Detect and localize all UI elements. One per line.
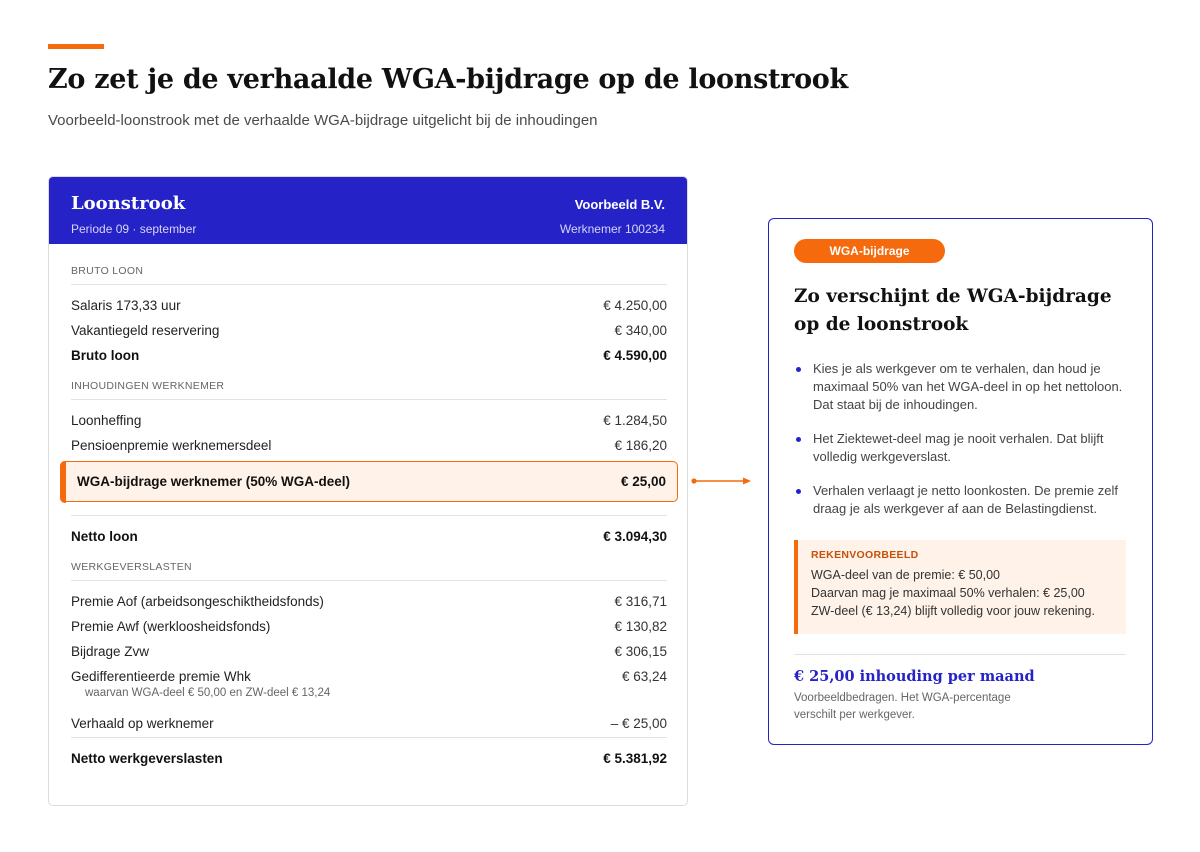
example-label: REKENVOORBEELD <box>811 549 919 561</box>
wga-row-label: WGA-bijdrage werknemer (50% WGA-deel) <box>77 474 351 489</box>
section-label-employer: WERKGEVERSLASTEN <box>71 561 667 581</box>
connector-arrow-icon <box>690 474 752 488</box>
row-label: Bruto loon <box>71 348 140 363</box>
row-amount: € 3.094,30 <box>603 529 667 544</box>
payslip-title: Loonstrook <box>71 193 186 214</box>
title-accent-bar <box>48 44 104 49</box>
divider <box>71 515 667 516</box>
example-line: Daarvan mag je maximaal 50% verhalen: € 25,00 <box>811 586 1085 600</box>
section-label-deductions: INHOUDINGEN WERKNEMER <box>71 380 667 400</box>
monthly-deduction-highlight: € 25,00 inhouding per maand <box>794 668 1035 685</box>
footnote: Voorbeeldbedragen. Het WGA-percentage verschilt per werkgever. <box>794 692 1011 721</box>
divider <box>794 654 1126 655</box>
bullet-dot-icon <box>796 437 801 442</box>
payslip-period: Periode 09 · september <box>71 222 197 236</box>
row-sublabel: waarvan WGA-deel € 50,00 en ZW-deel € 13,24 <box>85 687 331 699</box>
row-label: Premie Awf (werkloosheidsfonds) <box>71 619 271 634</box>
bullet-text: Verhalen verlaagt je netto loonkosten. De premie zelf draag je als werkgever af aan de Belastingdienst. <box>813 483 1118 516</box>
row-label: Pensioenpremie werknemersdeel <box>71 438 272 453</box>
row-label: Loonheffing <box>71 413 142 428</box>
wga-badge: WGA-bijdrage <box>794 239 945 263</box>
divider <box>71 737 667 738</box>
page-subtitle: Voorbeeld-loonstrook met de verhaalde WGA-bijdrage uitgelicht bij de inhoudingen <box>48 112 598 129</box>
row-label: Vakantiegeld reservering <box>71 323 220 338</box>
row-amount: € 130,82 <box>614 619 667 634</box>
row-amount: € 186,20 <box>614 438 667 453</box>
wga-contribution-row <box>60 461 678 502</box>
page-title: Zo zet je de verhaalde WGA-bijdrage op de loonstrook <box>48 64 848 95</box>
bullet-text: Kies je als werkgever om te verhalen, dan houd je maximaal 50% van het WGA-deel in op het nettoloon. Dat staat bij de inhoudingen. <box>813 361 1123 412</box>
bullet-dot-icon <box>796 489 801 494</box>
row-label: Netto loon <box>71 529 138 544</box>
payslip-company: Voorbeeld B.V. <box>574 197 665 212</box>
example-line: ZW-deel (€ 13,24) blijft volledig voor jouw rekening. <box>811 604 1095 618</box>
row-label: Premie Aof (arbeidsongeschiktheidsfonds) <box>71 594 324 609</box>
payslip-employee-number: Werknemer 100234 <box>559 222 665 236</box>
row-amount: – € 25,00 <box>610 716 667 731</box>
row-amount: € 1.284,50 <box>603 413 667 428</box>
example-line: WGA-deel van de premie: € 50,00 <box>811 568 1000 582</box>
bullet-dot-icon <box>796 367 801 372</box>
info-title: Zo verschijnt de WGA-bijdrage op de loonstrook <box>794 286 1112 335</box>
row-label: Bijdrage Zvw <box>71 644 150 659</box>
row-amount: € 63,24 <box>621 669 667 684</box>
bullet-item <box>794 430 1129 466</box>
calculation-example-box <box>794 540 1126 634</box>
row-amount: € 306,15 <box>614 644 667 659</box>
bullet-item <box>794 360 1129 414</box>
bullet-item <box>794 482 1129 518</box>
bullet-text: Het Ziektewet-deel mag je nooit verhalen. Dat blijft volledig werkgeverslast. <box>813 431 1104 464</box>
row-label: Gedifferentieerde premie Whk <box>71 669 251 684</box>
section-label-bruto: BRUTO LOON <box>71 265 667 285</box>
row-amount: € 340,00 <box>614 323 667 338</box>
payslip-card <box>48 176 688 806</box>
info-bullet-list <box>794 360 1129 534</box>
row-amount: € 5.381,92 <box>603 751 667 766</box>
wga-row-amount: € 25,00 <box>620 474 666 489</box>
row-label: Verhaald op werknemer <box>71 716 214 731</box>
payslip-header <box>49 177 687 244</box>
row-label: Salaris 173,33 uur <box>71 298 181 313</box>
row-amount: € 4.590,00 <box>603 348 667 363</box>
row-amount: € 316,71 <box>614 594 667 609</box>
info-card <box>768 218 1153 745</box>
row-label: Netto werkgeverslasten <box>71 751 223 766</box>
row-amount: € 4.250,00 <box>603 298 667 313</box>
